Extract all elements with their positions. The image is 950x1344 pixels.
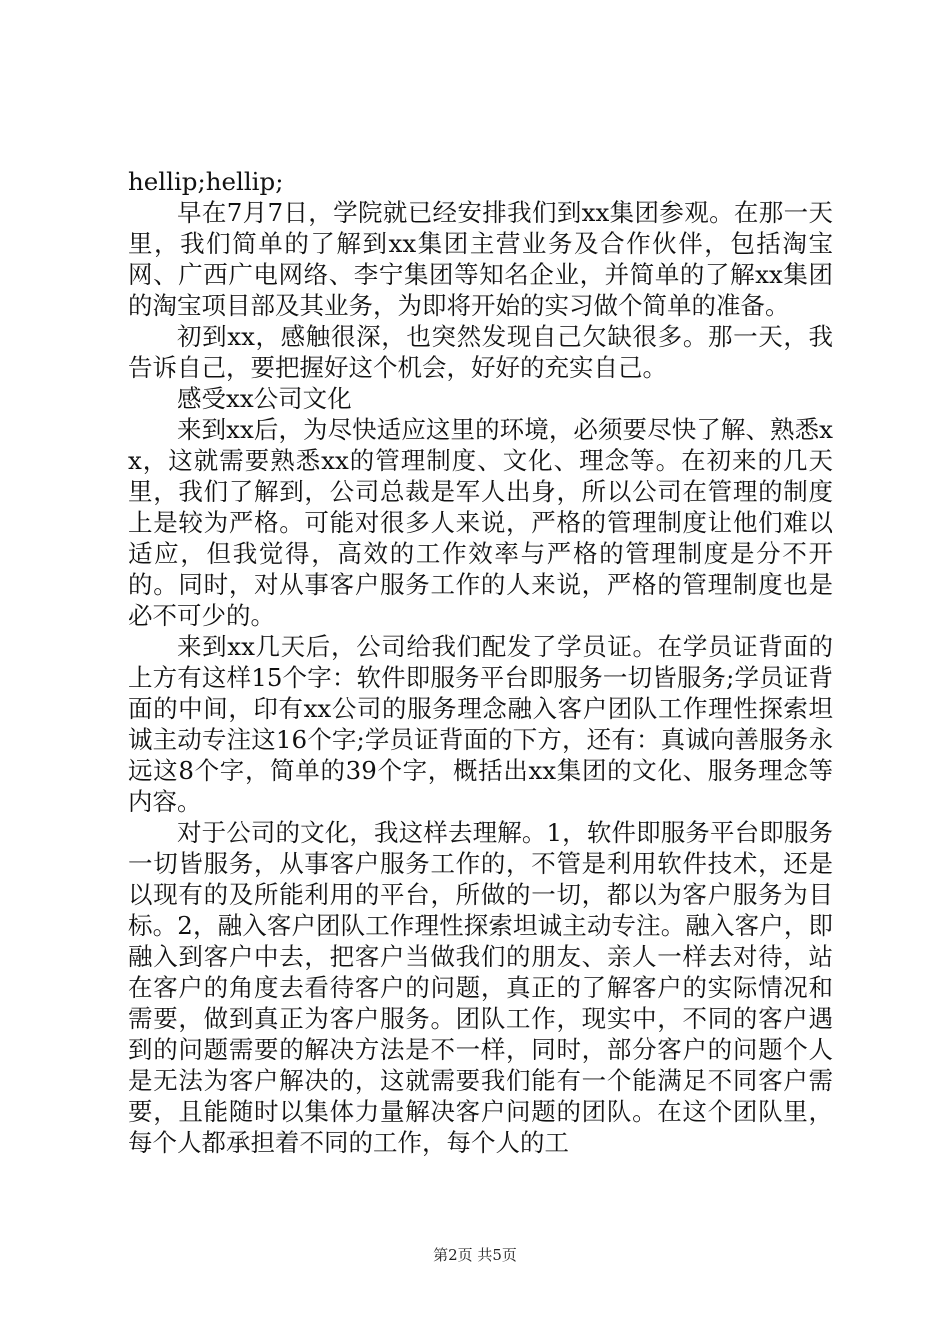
paragraph-6: 对于公司的文化，我这样去理解。1，软件即服务平台即服务一切皆服务，从事客户服务工作的，不管是利用软件技术，还是以现有的及所能利用的平台，所做的一切，都以为客户服务为目标。2，融入客户团队工作理性探索坦诚主动专注。融入客户，即融入到客户中去，把客户当做我们的朋友、亲人一样去对待，站在客户的角度去看待客户的问题，真正的了解客户的实际情况和需要，做到真正为客户服务。团队工作，现实中，不同的客户遇到的问题需要的解决方法是不一样，同时，部分客户的问题个人是无法为客户解决的，这就需要我们能有一个能满足不同客户需要，且能随时以集体力量解决客户问题的团队。在这个团队里，每个人都承担着不同的工作，每个人的工 <box>128 818 833 1157</box>
document-body <box>128 166 833 1158</box>
page-footer: 第2页 共5页 <box>433 1246 517 1264</box>
paragraph-5: 来到xx几天后，公司给我们配发了学员证。在学员证背面的上方有这样15个字：软件即服务平台即服务一切皆服务;学员证背面的中间，印有xx公司的服务理念融入客户团队工作理性探索坦诚主动专注这16个字;学员证背面的下方，还有：真诚向善服务永远这8个字，简单的39个字，概括出xx集团的文化、服务理念等内容。 <box>128 632 833 816</box>
paragraph-4: 来到xx后，为尽快适应这里的环境，必须要尽快了解、熟悉xx，这就需要熟悉xx的管理制度、文化、理念等。在初来的几天里，我们了解到，公司总裁是军人出身，所以公司在管理的制度上是较为严格。可能对很多人来说，严格的管理制度让他们难以适应，但我觉得，高效的工作效率与严格的管理制度是分不开的。同时，对从事客户服务工作的人来说，严格的管理制度也是必不可少的。 <box>128 415 833 630</box>
paragraph-3: 初到xx，感触很深，也突然发现自己欠缺很多。那一天，我告诉自己，要把握好这个机会，好好的充实自己。 <box>128 322 833 382</box>
paragraph-1: hellip;hellip; <box>128 167 284 196</box>
paragraph-2: 早在7月7日，学院就已经安排我们到xx集团参观。在那一天里，我们简单的了解到xx集团主营业务及合作伙伴，包括淘宝网、广西广电网络、李宁集团等知名企业，并简单的了解xx集团的淘宝项目部及其业务，为即将开始的实习做个简单的准备。 <box>128 198 833 320</box>
section-heading: 感受xx公司文化 <box>177 384 352 413</box>
